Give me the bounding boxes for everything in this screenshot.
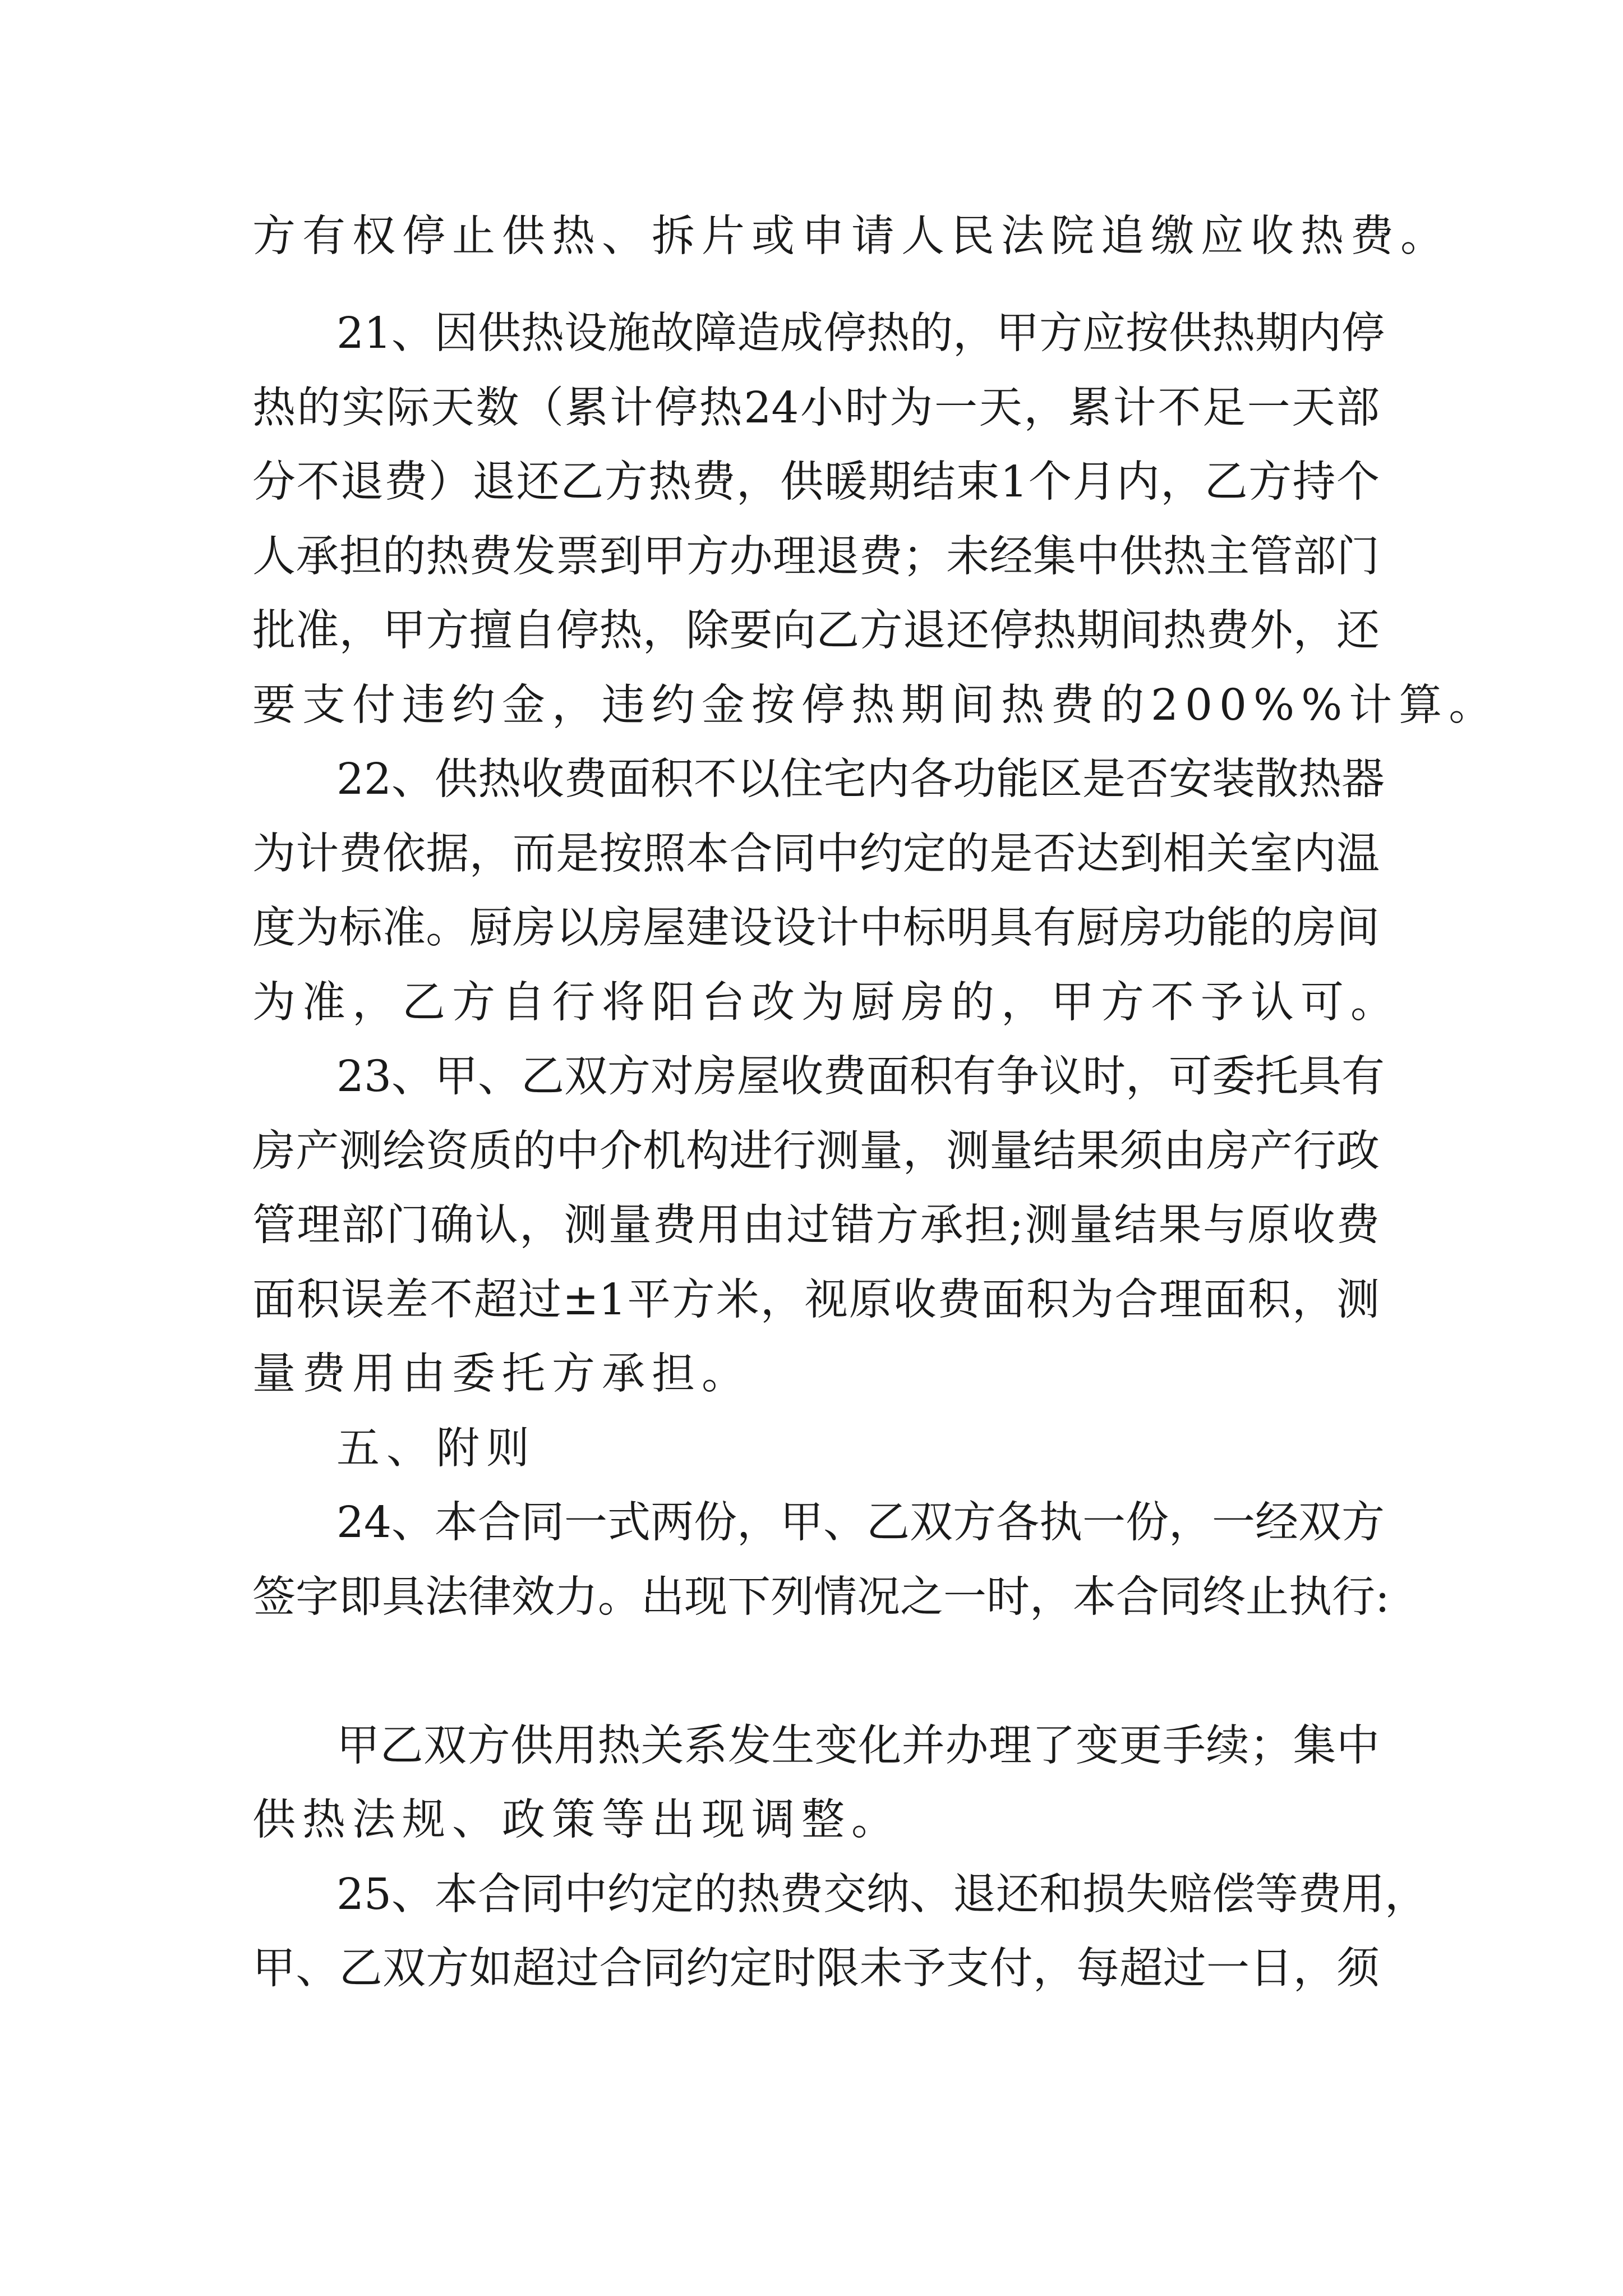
clause-21-line-1: 21、因供热设施故障造成停热的，甲方应按供热期内停 — [336, 309, 1385, 358]
termination-line-1: 甲乙双方供用热关系发生变化并办理了变更手续；集中 — [336, 1721, 1380, 1771]
clause-22-line-2: 为计费依据，而是按照本合同中约定的是否达到相关室内温 — [252, 829, 1380, 879]
clause-22-line-1: 22、供热收费面积不以住宅内各功能区是否安装散热器 — [336, 754, 1385, 804]
clause-23-line-2: 房产测绘资质的中介机构进行测量，测量结果须由房产行政 — [252, 1126, 1380, 1176]
clause-24-line-1: 24、本合同一式两份，甲、乙双方各执一份，一经双方 — [336, 1498, 1385, 1548]
clause-25-line-2: 甲、乙双方如超过合同约定时限未予支付，每超过一日，须 — [252, 1944, 1380, 1994]
section-heading: 五、附则 — [336, 1424, 536, 1474]
clause-25-line-1: 25、本合同中约定的热费交纳、退还和损失赔偿等费用， — [336, 1870, 1428, 1920]
clause-22-line-3: 度为标准。厨房以房屋建设设计中标明具有厨房功能的房间 — [252, 903, 1380, 953]
clause-21-line-6: 要支付违约金，违约金按停热期间热费的200%%计算。 — [252, 680, 1499, 730]
clause-21-line-2: 热的实际天数（累计停热24小时为一天，累计不足一天部 — [252, 383, 1380, 433]
clause-21-line-4: 人承担的热费发票到甲方办理退费；未经集中供热主管部门 — [252, 532, 1380, 582]
text-line-1: 方有权停止供热、拆片或申请人民法院追缴应收热费。 — [252, 211, 1450, 261]
clause-21-line-3: 分不退费）退还乙方热费，供暖期结束1个月内，乙方持个 — [252, 457, 1380, 507]
clause-21-line-5: 批准，甲方擅自停热，除要向乙方退还停热期间热费外，还 — [252, 606, 1380, 656]
clause-23-line-4: 面积误差不超过±1平方米，视原收费面积为合理面积，测 — [252, 1275, 1380, 1325]
clause-23-line-3: 管理部门确认，测量费用由过错方承担;测量结果与原收费 — [252, 1200, 1380, 1250]
clause-22-line-4: 为准，乙方自行将阳台改为厨房的，甲方不予认可。 — [252, 978, 1400, 1028]
clause-23-line-5: 量费用由委托方承担。 — [252, 1349, 751, 1399]
clause-23-line-1: 23、甲、乙双方对房屋收费面积有争议时，可委托具有 — [336, 1052, 1385, 1102]
termination-line-2: 供热法规、政策等出现调整。 — [252, 1795, 901, 1845]
clause-24-line-2: 签字即具法律效力。出现下列情况之一时，本合同终止执行: — [252, 1572, 1390, 1622]
